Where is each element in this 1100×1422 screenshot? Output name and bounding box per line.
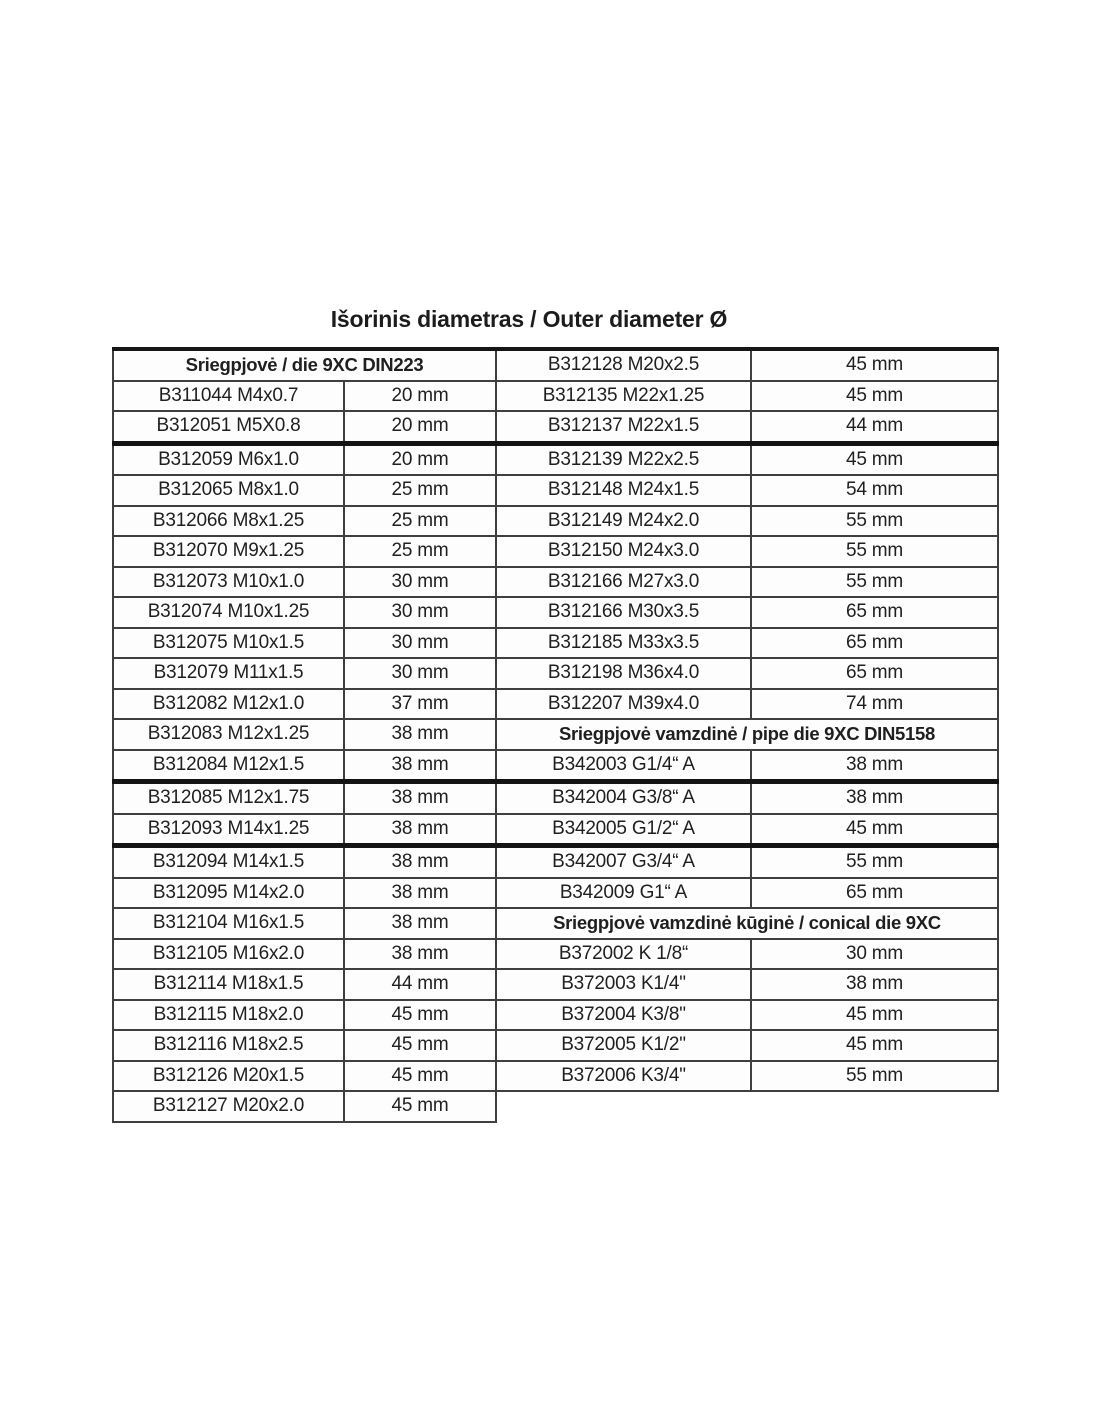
table-row xyxy=(113,782,496,814)
diameter-value: 54 mm xyxy=(751,475,998,506)
table-row xyxy=(113,1061,496,1092)
table-row xyxy=(496,567,998,598)
table-row xyxy=(496,349,998,381)
diameter-value: 45 mm xyxy=(751,381,998,412)
product-code: B312166 M30x3.5 xyxy=(496,597,751,628)
diameter-value: 45 mm xyxy=(344,1030,496,1061)
diameter-value: 38 mm xyxy=(344,908,496,939)
product-code: B342005 G1/2“ A xyxy=(496,814,751,846)
table-row xyxy=(113,597,496,628)
product-code: B312059 M6x1.0 xyxy=(113,443,344,475)
section-header-conical-die: Sriegpjovė vamzdinė kūginė / conical die 9XC xyxy=(496,908,998,939)
product-code: B312085 M12x1.75 xyxy=(113,782,344,814)
diameter-value: 30 mm xyxy=(344,628,496,659)
product-code: B312116 M18x2.5 xyxy=(113,1030,344,1061)
product-code: B312075 M10x1.5 xyxy=(113,628,344,659)
product-code: B312114 M18x1.5 xyxy=(113,969,344,1000)
table-row xyxy=(113,689,496,720)
diameter-value: 65 mm xyxy=(751,597,998,628)
product-code: B312207 M39x4.0 xyxy=(496,689,751,720)
table-row xyxy=(113,658,496,689)
table-row xyxy=(496,628,998,659)
diameter-value: 45 mm xyxy=(751,1000,998,1031)
diameter-value: 38 mm xyxy=(344,719,496,750)
diameter-value: 38 mm xyxy=(751,750,998,782)
product-code: B312198 M36x4.0 xyxy=(496,658,751,689)
product-code: B372005 K1/2" xyxy=(496,1030,751,1061)
product-code: B372003 K1/4" xyxy=(496,969,751,1000)
table-row xyxy=(113,506,496,537)
product-code: B312093 M14x1.25 xyxy=(113,814,344,846)
diameter-value: 45 mm xyxy=(344,1091,496,1122)
product-code: B342004 G3/8“ A xyxy=(496,782,751,814)
diameter-value: 37 mm xyxy=(344,689,496,720)
diameter-value: 45 mm xyxy=(344,1000,496,1031)
table-row xyxy=(113,846,496,878)
product-code: B312066 M8x1.25 xyxy=(113,506,344,537)
product-code: B312084 M12x1.5 xyxy=(113,750,344,782)
diameter-value: 44 mm xyxy=(344,969,496,1000)
product-code: B311044 M4x0.7 xyxy=(113,381,344,412)
diameter-value: 44 mm xyxy=(751,411,998,443)
diameter-value: 45 mm xyxy=(751,1030,998,1061)
diameter-value: 55 mm xyxy=(751,846,998,878)
section-header-row xyxy=(496,908,998,939)
diameter-value: 55 mm xyxy=(751,1061,998,1092)
table-row xyxy=(113,411,496,443)
diameter-value: 55 mm xyxy=(751,536,998,567)
product-code: B342003 G1/4“ A xyxy=(496,750,751,782)
table-row xyxy=(113,878,496,909)
table-row xyxy=(496,939,998,970)
section-header-row xyxy=(113,349,496,381)
table-row xyxy=(496,381,998,412)
right-table xyxy=(495,347,999,1092)
table-row xyxy=(113,1000,496,1031)
product-code: B312139 M22x2.5 xyxy=(496,443,751,475)
diameter-value: 20 mm xyxy=(344,411,496,443)
table-row xyxy=(496,689,998,720)
table-row xyxy=(496,475,998,506)
product-code: B312083 M12x1.25 xyxy=(113,719,344,750)
product-code: B312079 M11x1.5 xyxy=(113,658,344,689)
page-title: Išorinis diametras / Outer diameter Ø xyxy=(330,306,728,332)
diameter-value: 38 mm xyxy=(751,782,998,814)
diameter-value: 25 mm xyxy=(344,475,496,506)
product-code: B342009 G1“ A xyxy=(496,878,751,909)
product-code: B372002 K 1/8“ xyxy=(496,939,751,970)
table-row xyxy=(496,411,998,443)
diameter-value: 30 mm xyxy=(344,658,496,689)
diameter-value: 25 mm xyxy=(344,506,496,537)
product-code: B312135 M22x1.25 xyxy=(496,381,751,412)
product-code: B312126 M20x1.5 xyxy=(113,1061,344,1092)
diameter-value: 45 mm xyxy=(751,443,998,475)
product-code: B312150 M24x3.0 xyxy=(496,536,751,567)
diameter-value: 38 mm xyxy=(344,782,496,814)
section-header-die: Sriegpjovė / die 9XC DIN223 xyxy=(113,349,496,381)
product-code: B312166 M27x3.0 xyxy=(496,567,751,598)
product-code: B312070 M9x1.25 xyxy=(113,536,344,567)
table-row xyxy=(496,658,998,689)
diameter-value: 30 mm xyxy=(344,567,496,598)
table-row xyxy=(496,750,998,782)
table-row xyxy=(496,969,998,1000)
table-row xyxy=(496,506,998,537)
diameter-tables xyxy=(112,347,999,1123)
product-code: B312128 M20x2.5 xyxy=(496,349,751,381)
product-code: B312065 M8x1.0 xyxy=(113,475,344,506)
table-row xyxy=(113,443,496,475)
table-row xyxy=(113,1030,496,1061)
table-row xyxy=(113,628,496,659)
diameter-value: 45 mm xyxy=(344,1061,496,1092)
product-code: B312104 M16x1.5 xyxy=(113,908,344,939)
product-code: B312137 M22x1.5 xyxy=(496,411,751,443)
product-code: B372006 K3/4" xyxy=(496,1061,751,1092)
diameter-value: 38 mm xyxy=(751,969,998,1000)
table-row xyxy=(496,814,998,846)
table-row xyxy=(496,1000,998,1031)
product-code: B312115 M18x2.0 xyxy=(113,1000,344,1031)
table-row xyxy=(496,878,998,909)
table-row xyxy=(496,782,998,814)
table-row xyxy=(496,597,998,628)
diameter-value: 45 mm xyxy=(751,349,998,381)
diameter-value: 20 mm xyxy=(344,381,496,412)
diameter-value: 38 mm xyxy=(344,939,496,970)
product-code: B372004 K3/8" xyxy=(496,1000,751,1031)
product-code: B312051 M5X0.8 xyxy=(113,411,344,443)
table-row xyxy=(113,536,496,567)
table-row xyxy=(113,1091,496,1122)
section-header-pipe-die: Sriegpjovė vamzdinė / pipe die 9XC DIN5158 xyxy=(496,719,998,750)
diameter-value: 38 mm xyxy=(344,750,496,782)
diameter-value: 38 mm xyxy=(344,878,496,909)
product-code: B342007 G3/4“ A xyxy=(496,846,751,878)
diameter-value: 65 mm xyxy=(751,878,998,909)
product-code: B312127 M20x2.0 xyxy=(113,1091,344,1122)
product-code: B312105 M16x2.0 xyxy=(113,939,344,970)
table-row xyxy=(496,443,998,475)
table-row xyxy=(113,969,496,1000)
product-code: B312074 M10x1.25 xyxy=(113,597,344,628)
table-row xyxy=(113,908,496,939)
product-code: B312095 M14x2.0 xyxy=(113,878,344,909)
table-row xyxy=(113,567,496,598)
diameter-value: 38 mm xyxy=(344,846,496,878)
table-row xyxy=(113,750,496,782)
table-row xyxy=(496,1061,998,1092)
product-code: B312082 M12x1.0 xyxy=(113,689,344,720)
table-row xyxy=(113,719,496,750)
diameter-value: 45 mm xyxy=(751,814,998,846)
product-code: B312148 M24x1.5 xyxy=(496,475,751,506)
table-row xyxy=(113,475,496,506)
diameter-value: 30 mm xyxy=(751,939,998,970)
table-row xyxy=(496,1030,998,1061)
table-row xyxy=(496,536,998,567)
diameter-value: 25 mm xyxy=(344,536,496,567)
diameter-value: 65 mm xyxy=(751,658,998,689)
product-code: B312073 M10x1.0 xyxy=(113,567,344,598)
table-row xyxy=(113,814,496,846)
diameter-value: 38 mm xyxy=(344,814,496,846)
diameter-value: 65 mm xyxy=(751,628,998,659)
table-row xyxy=(113,381,496,412)
table-row xyxy=(113,939,496,970)
section-header-row xyxy=(496,719,998,750)
product-code: B312185 M33x3.5 xyxy=(496,628,751,659)
diameter-value: 30 mm xyxy=(344,597,496,628)
table-row xyxy=(496,846,998,878)
diameter-value: 74 mm xyxy=(751,689,998,720)
diameter-value: 20 mm xyxy=(344,443,496,475)
product-code: B312094 M14x1.5 xyxy=(113,846,344,878)
diameter-value: 55 mm xyxy=(751,506,998,537)
product-code: B312149 M24x2.0 xyxy=(496,506,751,537)
left-table xyxy=(112,347,497,1123)
diameter-value: 55 mm xyxy=(751,567,998,598)
